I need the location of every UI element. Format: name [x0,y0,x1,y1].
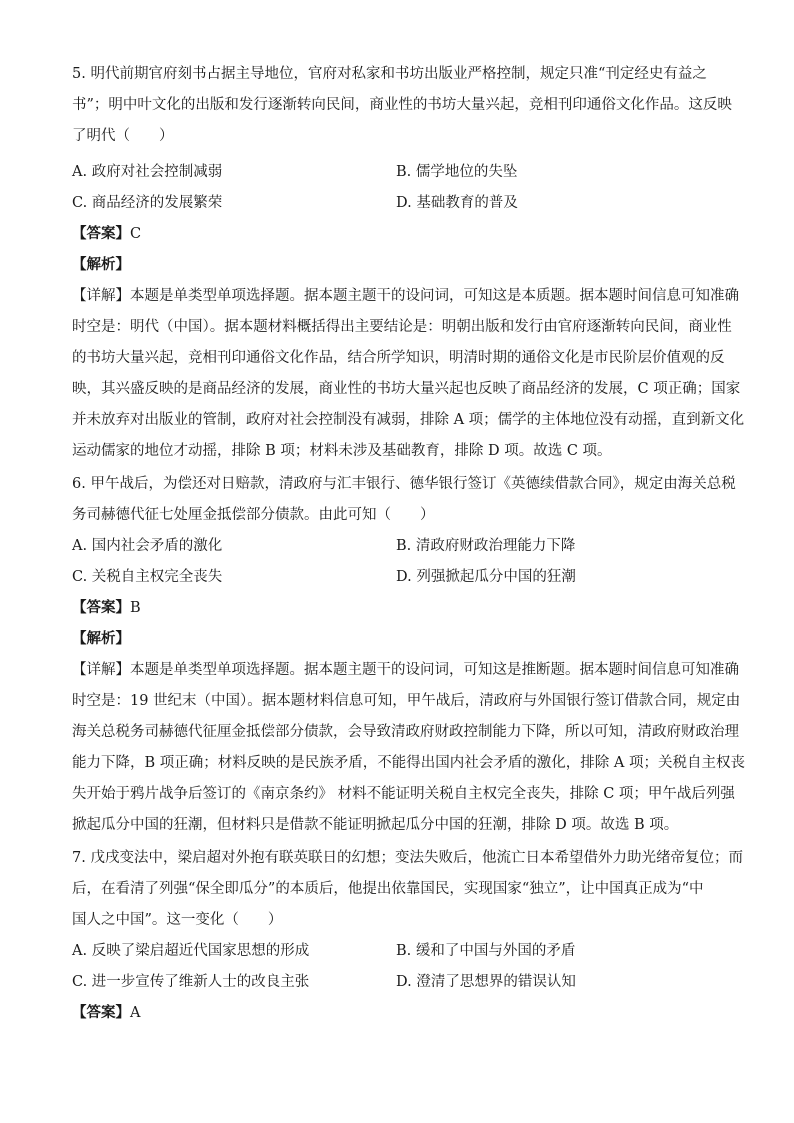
option-c: C. 商品经济的发展繁荣 [72,195,223,211]
answer-label: 【答案】 [72,599,130,616]
detail-line: 时空是：明代（中国）。据本题材料概括得出主要结论是：明朝出版和发行由官府逐渐转向民间，商业性 [72,319,732,335]
detail-line: 的书坊大量兴起，竞相刊印通俗文化作品，结合所学知识，明清时期的通俗文化是市民阶层价值观的反 [72,350,725,366]
answer-label: 【答案】 [72,225,130,242]
answer-line [72,1001,718,1022]
option-a: A. 政府对社会控制减弱 [72,164,223,180]
option-d: D. 澄清了思想界的错误认知 [396,974,576,990]
answer-line [72,222,718,243]
option-c: C. 关税自主权完全丧失 [72,569,223,585]
option-b: B. 儒学地位的失坠 [396,164,518,180]
detail-line: 掀起瓜分中国的狂潮，但材料只是借款不能证明掀起瓜分中国的狂潮，排除 D 项。故选 B 项。 [72,817,679,833]
answer-label: 【答案】 [72,1004,130,1021]
detail-line: 映，其兴盛反映的是商品经济的发展，商业性的书坊大量兴起也反映了商品经济的发展，C 项正确；国家 [72,381,741,397]
question-stem-line: 6. 甲午战后，为偿还对日赔款，清政府与汇丰银行、德华银行签订《英德续借款合同》，规定由海关总税 [72,476,736,492]
detail-line: 失开始于鸦片战争后签订的《南京条约》 材料不能证明关税自主权完全丧失，排除 C 项；甲午战后列强 [72,786,735,802]
answer-value: A [130,1005,141,1021]
question-stem-line: 后，在看清了列强“保全即瓜分”的本质后，他提出依靠国民，实现国家“独立”，让中国真正成为“中 [72,881,704,897]
question-stem-line: 5. 明代前期官府刻书占据主导地位，官府对私家和书坊出版业严格控制，规定只准“刊定经史有益之 [72,66,707,82]
option-d: D. 列强掀起瓜分中国的狂潮 [396,569,576,585]
analysis-label: 【解析】 [72,630,130,647]
question-stem-line: 书”；明中叶文化的出版和发行逐渐转向民间，商业性的书坊大量兴起，竞相刊印通俗文化作品。这反映 [72,97,732,113]
option-d: D. 基础教育的普及 [396,195,518,211]
question-stem-line: 国人之中国”。这一变化（ ） [72,912,283,928]
answer-value: B [130,600,141,616]
detail-line: 【详解】本题是单类型单项选择题。据本题主题干的设问词，可知这是本质题。据本题时间信息可知准确 [72,288,739,304]
answer-line [72,596,718,617]
answer-value: C [130,226,142,242]
question-stem-line: 7. 戊戌变法中，梁启超对外抱有联英联日的幻想；变法失败后，他流亡日本希望借外力助光绪帝复位；而 [72,850,743,866]
detail-line: 运动儒家的地位才动摇，排除 B 项；材料未涉及基础教育，排除 D 项。故选 C 项。 [72,443,612,459]
detail-line: 时空是：19 世纪末（中国）。据本题材料信息可知，甲午战后，清政府与外国银行签订借款合同，规定由 [72,693,741,709]
option-a: A. 国内社会矛盾的激化 [72,538,223,554]
option-b: B. 缓和了中国与外国的矛盾 [396,943,576,959]
question-stem-line: 务司赫德代征七处厘金抵偿部分债款。由此可知（ ） [72,507,435,523]
option-a: A. 反映了梁启超近代国家思想的形成 [72,943,310,959]
option-b: B. 清政府财政治理能力下降 [396,538,576,554]
detail-line: 并未放弃对出版业的管制，政府对社会控制没有减弱，排除 A 项；儒学的主体地位没有动摇，直到新文化 [72,412,745,428]
option-c: C. 进一步宣传了维新人士的改良主张 [72,974,310,990]
detail-line: 【详解】本题是单类型单项选择题。据本题主题干的设问词，可知这是推断题。据本题时间信息可知准确 [72,662,739,678]
detail-line: 能力下降，B 项正确；材料反映的是民族矛盾，不能得出国内社会矛盾的激化，排除 A 项；关税自主权丧 [72,755,745,771]
question-stem-line: 了明代（ ） [72,128,174,144]
analysis-label: 【解析】 [72,256,130,273]
detail-line: 海关总税务司赫德代征厘金抵偿部分债款，会导致清政府财政控制能力下降，所以可知，清政府财政治理 [72,724,739,740]
